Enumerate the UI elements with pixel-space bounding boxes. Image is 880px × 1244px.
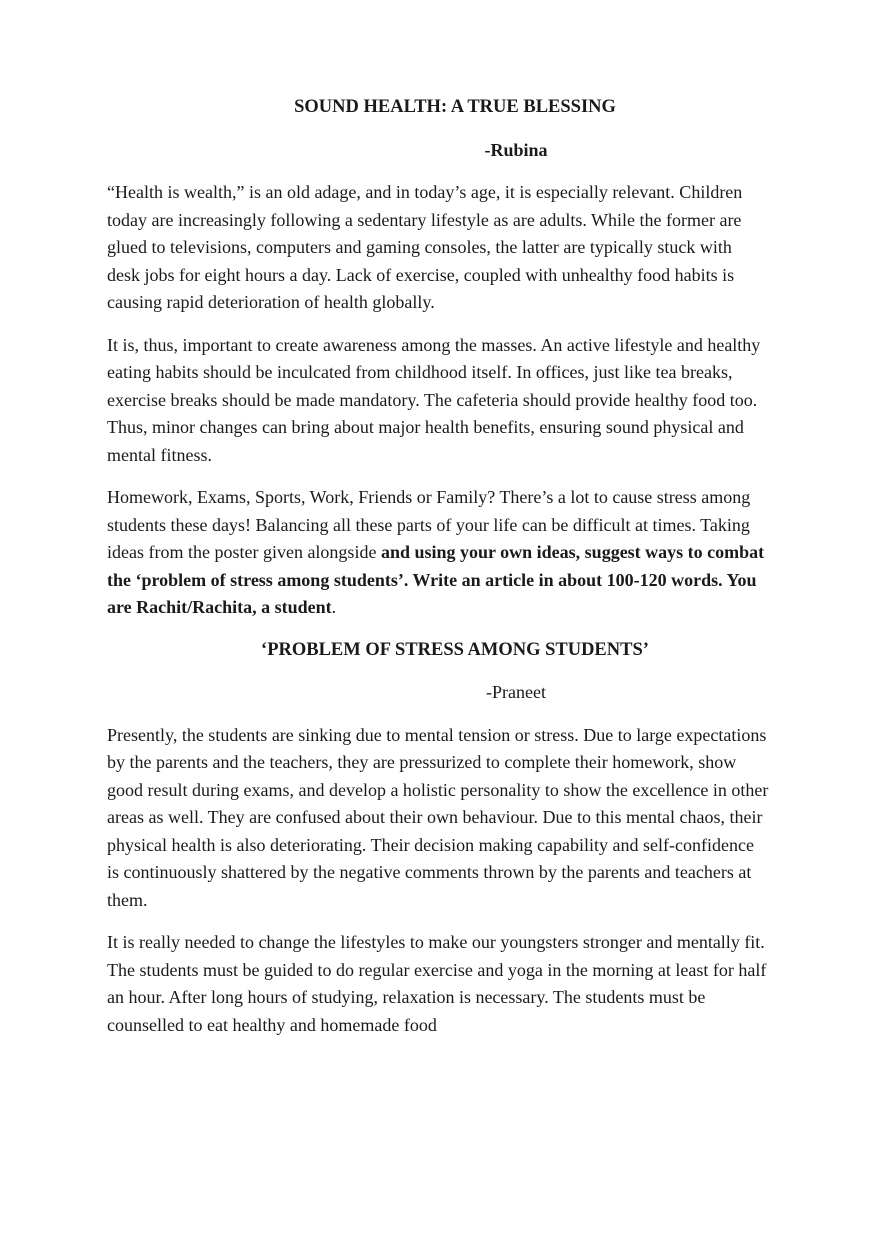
section2-author-byline: -Praneet [486, 682, 546, 702]
section1-author-byline: -Rubina [484, 139, 548, 160]
section1-paragraph-1: “Health is wealth,” is an old adage, and in today’s age, it is especially relevant. Children today are increasingly following a sedentary lifestyle as are adults. While the former are glued to televisions, computers and gaming consoles, the latter are typically stuck with desk jobs for eight hours a day. Lack of exercise, coupled with unhealthy food habits is causing rapid deterioration of health globally. [107, 182, 743, 312]
section2-paragraph-2: It is really needed to change the lifestyles to make our youngsters stronger and mentally fit. The students must be guided to do regular exercise and yoga in the morning at least for half an hour. After long hours of studying, relaxation is necessary. The students must be counselled to eat healthy and homemade food [107, 932, 767, 1035]
section1-paragraph-2: It is, thus, important to create awareness among the masses. An active lifestyle and healthy eating habits should be inculcated from childhood itself. In offices, just like tea breaks, exercise breaks should be made mandatory. The cafeteria should provide healthy food too. Thus, minor changes can bring about major health benefits, ensuring sound physical and mental fitness. [107, 334, 761, 465]
task-paragraph [107, 484, 769, 622]
section2-title: ‘PROBLEM OF STRESS AMONG STUDENTS’ [261, 639, 649, 660]
task-tail-text: . [331, 597, 337, 617]
task-bold-text: and using your own ideas, suggest ways to combat the ‘problem of stress among students’. Write an article in about 100-120 words. You are Rachit/Rachita, a student [107, 542, 765, 617]
section1-title: SOUND HEALTH: A TRUE BLESSING [294, 97, 616, 117]
task-lead-text: Homework, Exams, Sports, Work, Friends or Family? There’s a lot to cause stress among students these days! Balancing all these parts of your life can be difficult at times. Taking ideas from the poster given alongside [107, 487, 751, 562]
section2-paragraph-1: Presently, the students are sinking due to mental tension or stress. Due to large expectations by the parents and the teachers, they are pressurized to complete their homework, show good result during exams, and develop a holistic personality to show the excellence in other areas as well. They are confused about their own behaviour. Due to this mental chaos, their physical health is also deteriorating. Their decision making capability and self-confidence is continuously shattered by the negative comments thrown by the parents and teachers at them. [107, 724, 769, 910]
